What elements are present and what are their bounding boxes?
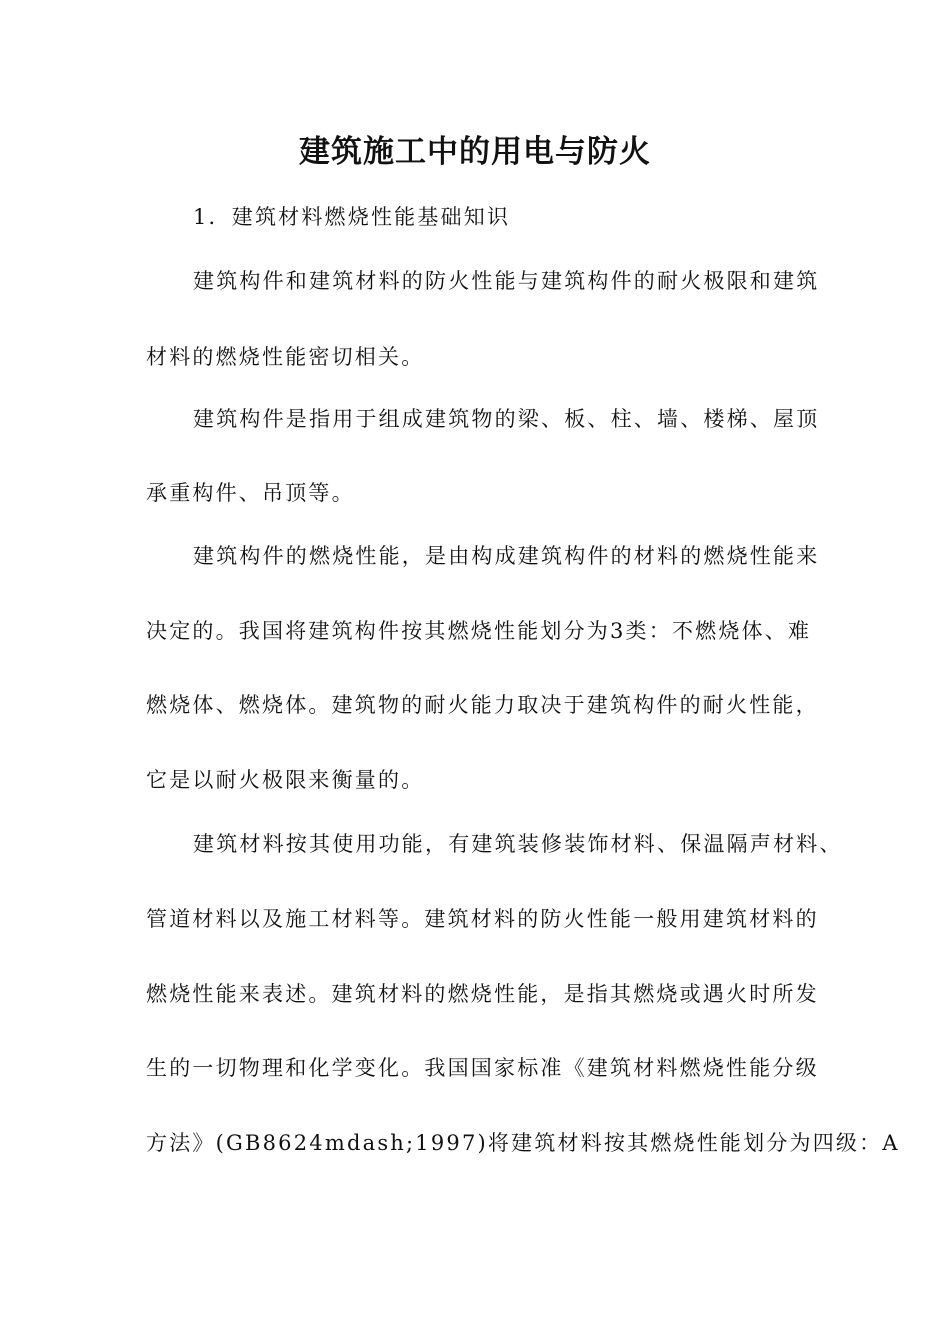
paragraph-line: 建筑构件是指用于组成建筑物的梁、板、柱、墙、楼梯、屋顶 bbox=[193, 407, 820, 431]
paragraph-line: 它是以耐火极限来衡量的。 bbox=[146, 768, 425, 792]
document-title: 建筑施工中的用电与防火 bbox=[299, 134, 651, 170]
section-heading: 1．建筑材料燃烧性能基础知识 bbox=[193, 205, 511, 229]
paragraph-line: 决定的。我国将建筑构件按其燃烧性能划分为3类：不燃烧体、难 bbox=[146, 619, 812, 643]
paragraph-line: 燃烧性能来表述。建筑材料的燃烧性能，是指其燃烧或遇火时所发 bbox=[146, 982, 819, 1006]
paragraph-line: 建筑构件和建筑材料的防火性能与建筑构件的耐火极限和建筑 bbox=[193, 269, 820, 293]
paragraph-line: 建筑材料按其使用功能，有建筑装修装饰材料、保温隔声材料、 bbox=[193, 832, 843, 856]
paragraph-line: 燃烧体、燃烧体。建筑物的耐火能力取决于建筑构件的耐火性能， bbox=[146, 693, 819, 717]
paragraph-line: 建筑构件的燃烧性能，是由构成建筑构件的材料的燃烧性能来 bbox=[193, 544, 820, 568]
paragraph-line: 材料的燃烧性能密切相关。 bbox=[146, 345, 425, 369]
paragraph-line: 方法》(GB8624mdash;1997)将建筑材料按其燃烧性能划分为四级：A bbox=[146, 1131, 900, 1155]
paragraph-line: 承重构件、吊顶等。 bbox=[146, 481, 355, 505]
paragraph-line: 管道材料以及施工材料等。建筑材料的防火性能一般用建筑材料的 bbox=[146, 907, 819, 931]
paragraph-line: 生的一切物理和化学变化。我国国家标准《建筑材料燃烧性能分级 bbox=[146, 1056, 819, 1080]
